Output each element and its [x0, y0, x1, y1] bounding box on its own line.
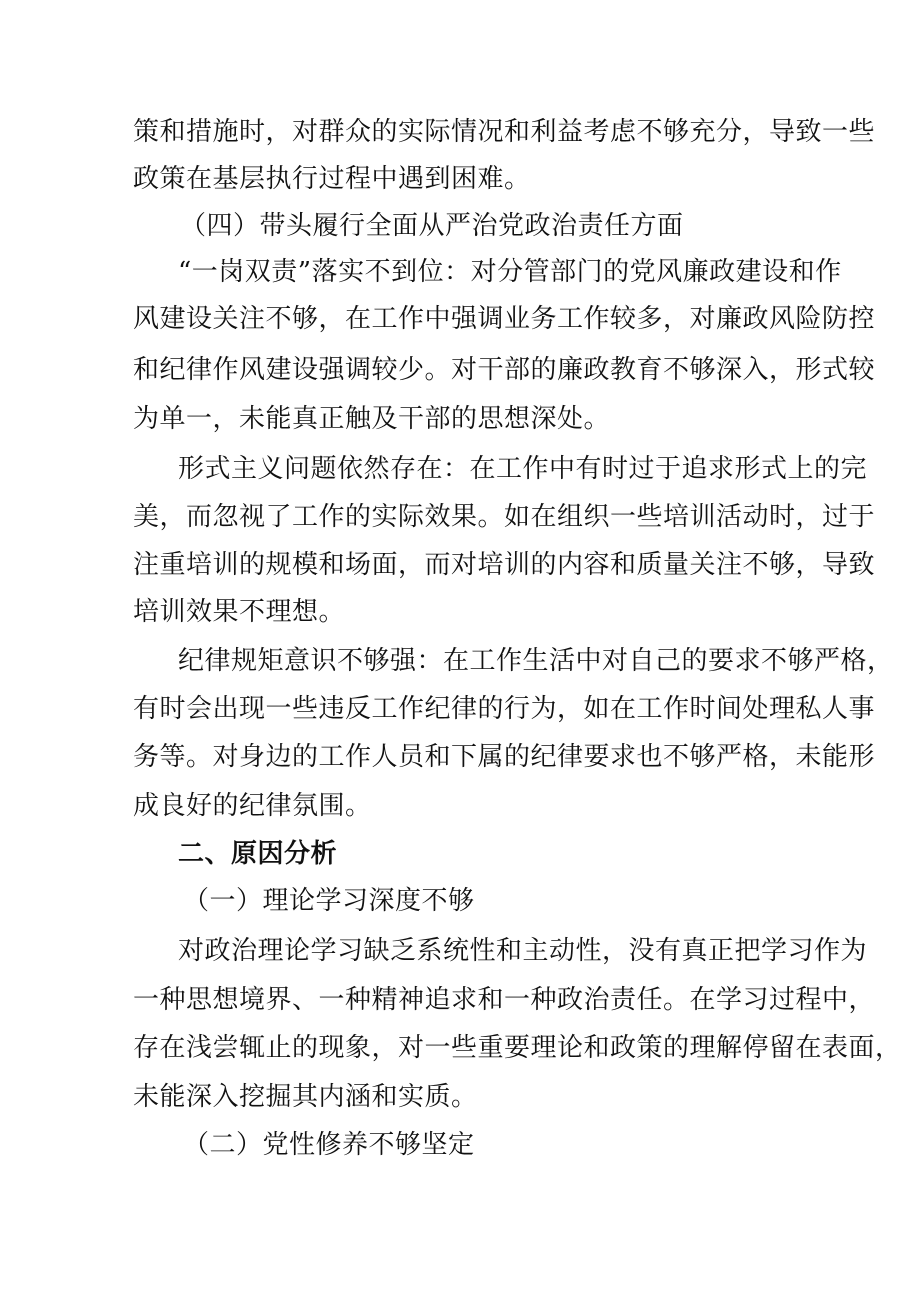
paragraph-line: 策和措施时，对群众的实际情况和利益考虑不够充分，导致一些	[133, 117, 876, 147]
section-subheading: （四）带头履行全面从严治党政治责任方面	[180, 211, 684, 241]
paragraph-line: 培训效果不理想。	[133, 597, 346, 627]
paragraph-line: 未能深入挖掘其内涵和实质。	[133, 1082, 478, 1112]
paragraph-line: 纪律规矩意识不够强：在工作生活中对自己的要求不够严格，	[178, 646, 894, 676]
paragraph-line: 有时会出现一些违反工作纪律的行为，如在工作时间处理私人事	[133, 694, 876, 724]
paragraph-line: 成良好的纪律氛围。	[133, 791, 372, 821]
paragraph-line: 风建设关注不够，在工作中强调业务工作较多，对廉政风险防控	[133, 304, 876, 334]
paragraph-line: 为单一，未能真正触及干部的思想深处。	[133, 404, 611, 434]
paragraph-line: “一岗双责”落实不到位：对分管部门的党风廉政建设和作	[178, 257, 842, 287]
paragraph-line: 务等。对身边的工作人员和下属的纪律要求也不够严格，未能形	[133, 742, 876, 772]
paragraph-line: 政策在基层执行过程中遇到困难。	[133, 164, 531, 194]
paragraph-line: 美，而忽视了工作的实际效果。如在组织一些培训活动时，过于	[133, 502, 876, 532]
section-subheading: （二）党性修养不够坚定	[183, 1130, 475, 1160]
paragraph-line: 一种思想境界、一种精神追求和一种政治责任。在学习过程中，	[133, 985, 876, 1015]
section-heading: 二、原因分析	[178, 839, 338, 869]
paragraph-line: 和纪律作风建设强调较少。对干部的廉政教育不够深入，形式较	[133, 355, 876, 385]
paragraph-line: 存在浅尝辄止的现象，对一些重要理论和政策的理解停留在表面，	[133, 1033, 902, 1063]
paragraph-line: 对政治理论学习缺乏系统性和主动性，没有真正把学习作为	[178, 936, 868, 966]
paragraph-line: 形式主义问题依然存在：在工作中有时过于追求形式上的完	[178, 454, 868, 484]
paragraph-line: 注重培训的规模和场面，而对培训的内容和质量关注不够，导致	[133, 550, 876, 580]
section-subheading: （一）理论学习深度不够	[183, 886, 475, 916]
